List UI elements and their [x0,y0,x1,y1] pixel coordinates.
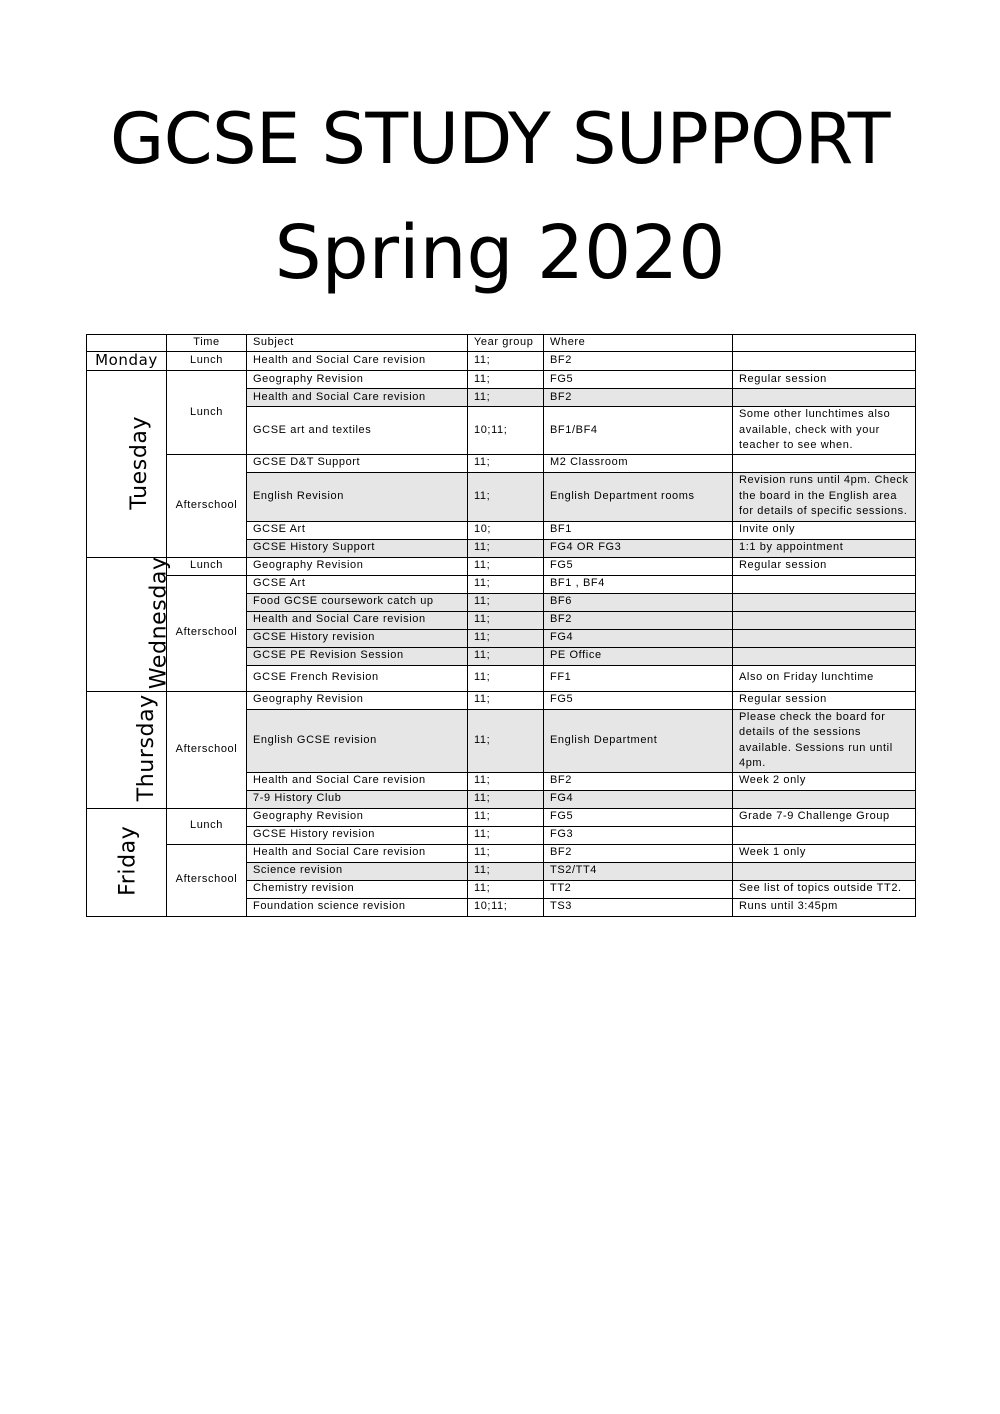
year-cell: 11; [468,611,544,629]
subject-cell: Science revision [247,862,468,880]
page-subtitle: Spring 2020 [274,210,726,296]
day-label: Friday [115,825,141,896]
header-row [87,335,916,352]
where-cell: FG5 [544,371,733,389]
day-cell-fri [87,808,167,916]
notes-cell: Revision runs until 4pm. Check the board in the English area for details of specific sessions. [733,472,916,521]
time-cell: Afterschool [167,454,247,557]
header-day-cell [87,335,167,352]
notes-cell: Grade 7-9 Challenge Group [733,808,916,826]
where-cell: FG5 [544,557,733,575]
time-cell: Lunch [167,352,247,371]
where-cell: FG4 [544,629,733,647]
where-cell: FG5 [544,808,733,826]
year-cell: 11; [468,629,544,647]
where-cell: BF2 [544,352,733,371]
subject-cell: GCSE art and textiles [247,407,468,455]
subject-cell: GCSE History Support [247,539,468,557]
notes-cell [733,593,916,611]
notes-cell [733,611,916,629]
where-cell: BF2 [544,772,733,790]
notes-cell: Also on Friday lunchtime [733,665,916,691]
notes-cell: Please check the board for details of the sessions available. Sessions run until 4pm. [733,709,916,772]
table-row [87,454,916,472]
year-cell: 11; [468,772,544,790]
time-cell: Lunch [167,371,247,455]
subject-cell: Health and Social Care revision [247,844,468,862]
where-cell: FG4 [544,790,733,808]
where-cell: BF1 [544,521,733,539]
page-title: GCSE STUDY SUPPORT [109,98,891,180]
day-label: Wednesday [146,556,172,689]
year-cell: 10;11; [468,898,544,916]
year-cell: 11; [468,389,544,407]
table-row [87,371,916,389]
subject-cell: Health and Social Care revision [247,772,468,790]
year-cell: 11; [468,472,544,521]
subject-cell: GCSE Art [247,575,468,593]
table-row [87,557,916,575]
subject-cell: GCSE French Revision [247,665,468,691]
table-row [87,575,916,593]
subject-cell: GCSE PE Revision Session [247,647,468,665]
where-cell: TS3 [544,898,733,916]
header-time: Time [167,335,247,352]
subject-cell: Geography Revision [247,371,468,389]
where-cell: BF6 [544,593,733,611]
year-cell: 11; [468,593,544,611]
year-cell: 11; [468,352,544,371]
header-subject: Subject [247,335,468,352]
table-row [87,844,916,862]
subject-cell: Geography Revision [247,557,468,575]
year-cell: 10; [468,521,544,539]
where-cell: FG5 [544,691,733,709]
notes-cell [733,647,916,665]
subject-cell: Health and Social Care revision [247,611,468,629]
time-cell: Lunch [167,808,247,844]
year-cell: 11; [468,691,544,709]
year-cell: 11; [468,454,544,472]
table-row [87,691,916,709]
time-cell: Afterschool [167,844,247,916]
year-cell: 11; [468,539,544,557]
notes-cell [733,389,916,407]
day-cell-thu [87,691,167,808]
day-label: Thursday [133,694,159,802]
where-cell: TT2 [544,880,733,898]
subject-cell: Health and Social Care revision [247,389,468,407]
notes-cell: Runs until 3:45pm [733,898,916,916]
notes-cell [733,862,916,880]
time-cell: Lunch [167,557,247,575]
notes-cell [733,352,916,371]
year-cell: 11; [468,647,544,665]
schedule-table [86,334,916,917]
subject-cell: English GCSE revision [247,709,468,772]
year-cell: 11; [468,557,544,575]
notes-cell [733,575,916,593]
notes-cell: Some other lunchtimes also available, check with your teacher to see when. [733,407,916,455]
subject-cell: English Revision [247,472,468,521]
year-cell: 11; [468,844,544,862]
where-cell: FG3 [544,826,733,844]
day-cell-mon: Monday [87,352,167,371]
year-cell: 11; [468,371,544,389]
notes-cell [733,790,916,808]
where-cell: BF2 [544,389,733,407]
subject-cell: GCSE D&T Support [247,454,468,472]
header-year: Year group [468,335,544,352]
where-cell: English Department [544,709,733,772]
year-cell: 11; [468,826,544,844]
subject-cell: GCSE History revision [247,629,468,647]
time-cell: Afterschool [167,691,247,808]
notes-cell: Invite only [733,521,916,539]
where-cell: FG4 OR FG3 [544,539,733,557]
notes-cell: Regular session [733,557,916,575]
header-where: Where [544,335,733,352]
where-cell: BF1/BF4 [544,407,733,455]
where-cell: BF2 [544,611,733,629]
where-cell: BF1 , BF4 [544,575,733,593]
notes-cell [733,629,916,647]
notes-cell: See list of topics outside TT2. [733,880,916,898]
where-cell: TS2/TT4 [544,862,733,880]
time-cell: Afterschool [167,575,247,691]
year-cell: 11; [468,665,544,691]
year-cell: 11; [468,575,544,593]
notes-cell [733,454,916,472]
year-cell: 11; [468,862,544,880]
year-cell: 11; [468,709,544,772]
notes-cell: Week 2 only [733,772,916,790]
subject-cell: Chemistry revision [247,880,468,898]
day-cell-tue [87,371,167,558]
where-cell: BF2 [544,844,733,862]
notes-cell: Regular session [733,691,916,709]
day-label: Tuesday [127,415,153,510]
where-cell: FF1 [544,665,733,691]
where-cell: M2 Classroom [544,454,733,472]
table-row [87,808,916,826]
subject-cell: Health and Social Care revision [247,352,468,371]
subject-cell: GCSE History revision [247,826,468,844]
year-cell: 11; [468,880,544,898]
notes-cell: Week 1 only [733,844,916,862]
subject-cell: Foundation science revision [247,898,468,916]
notes-cell [733,826,916,844]
table-row [87,352,916,371]
subject-cell: Geography Revision [247,808,468,826]
where-cell: PE Office [544,647,733,665]
year-cell: 11; [468,808,544,826]
notes-cell: Regular session [733,371,916,389]
where-cell: English Department rooms [544,472,733,521]
subject-cell: GCSE Art [247,521,468,539]
subject-cell: 7-9 History Club [247,790,468,808]
day-cell-wed [87,556,172,691]
year-cell: 10;11; [468,407,544,455]
notes-cell: 1:1 by appointment [733,539,916,557]
subject-cell: Food GCSE coursework catch up [247,593,468,611]
header-notes [733,335,916,352]
year-cell: 11; [468,790,544,808]
subject-cell: Geography Revision [247,691,468,709]
